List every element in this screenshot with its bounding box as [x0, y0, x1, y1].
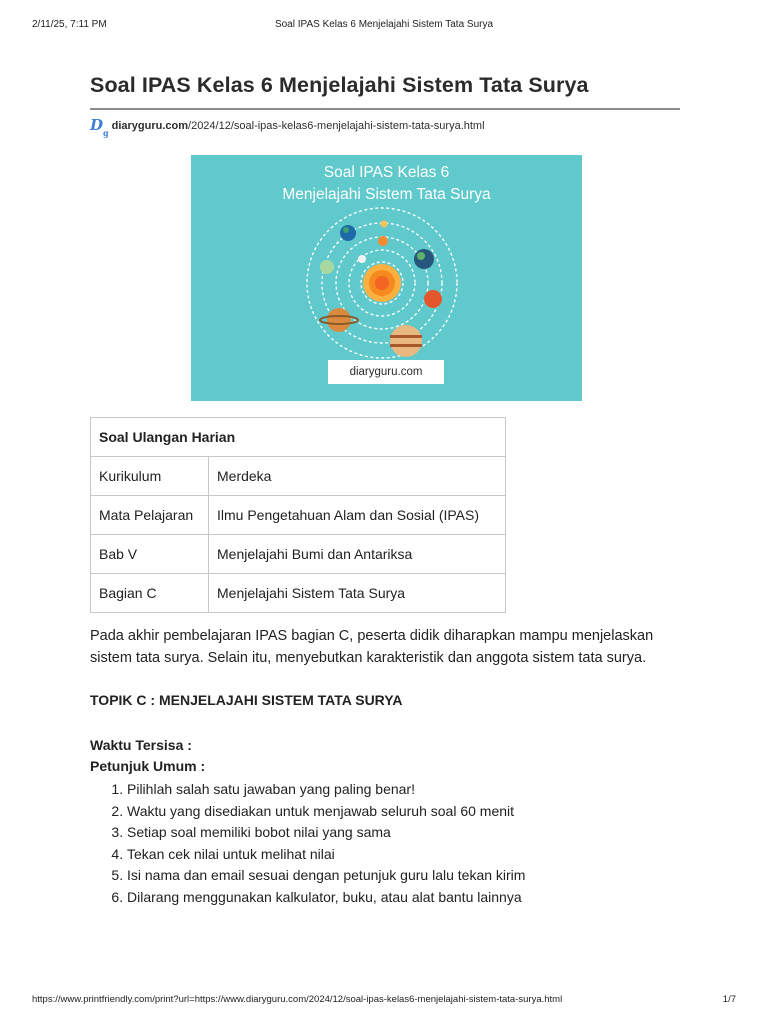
source-line	[90, 116, 485, 136]
source-path: /2024/12/soal-ipas-kelas6-menjelajahi-sistem-tata-surya.html	[188, 120, 485, 132]
planet-icon	[390, 325, 422, 357]
list-item: 3. Setiap soal memiliki bobot nilai yang sama	[127, 822, 525, 844]
table-row	[91, 457, 506, 496]
diaryguru-logo-icon	[90, 116, 109, 136]
planet-icon	[340, 225, 356, 241]
print-datetime: 2/11/25, 7:11 PM	[32, 19, 107, 30]
source-link[interactable]	[112, 120, 485, 132]
time-remaining-label: Waktu Tersisa :	[90, 737, 192, 753]
planet-icon	[424, 290, 442, 308]
list-item: 6. Dilarang menggunakan kalkulator, buku, atau alat bantu lainnya	[127, 887, 525, 909]
article-title: Soal IPAS Kelas 6 Menjelajahi Sistem Tata Surya	[90, 73, 589, 97]
table-cell-label: Bab V	[91, 535, 209, 574]
list-item: 2. Waktu yang disediakan untuk menjawab seluruh soal 60 menit	[127, 801, 525, 823]
table-header-row	[91, 418, 506, 457]
table-header: Soal Ulangan Harian	[91, 418, 506, 457]
hero-badge: diaryguru.com	[328, 360, 444, 384]
table-cell-value: Ilmu Pengetahuan Alam dan Sosial (IPAS)	[209, 496, 506, 535]
planet-icon	[414, 249, 434, 269]
source-domain: diaryguru.com	[111, 120, 189, 132]
table-cell-label: Kurikulum	[91, 457, 209, 496]
logo-letter: D	[90, 116, 104, 134]
page-number: 1/7	[722, 994, 736, 1005]
planet-icon	[320, 260, 334, 274]
instructions-list	[90, 779, 525, 909]
print-footer-url: https://www.printfriendly.com/print?url=https://www.diaryguru.com/2024/12/soal-ipas-kelas6-menjelajahi-sistem-tata-surya.html	[32, 994, 563, 1005]
list-item: 1. Pilihlah salah satu jawaban yang paling benar!	[127, 779, 525, 801]
planet-icon	[381, 221, 388, 228]
hero-title-line2: Menjelajahi Sistem Tata Surya	[282, 186, 491, 203]
print-doc-title: Soal IPAS Kelas 6 Menjelajahi Sistem Tata Surya	[274, 19, 494, 30]
table-row	[91, 535, 506, 574]
table-cell-label: Bagian C	[91, 574, 209, 613]
planet-icon	[327, 308, 351, 332]
list-item: 4. Tekan cek nilai untuk melihat nilai	[127, 844, 525, 866]
topic-heading: TOPIK C : MENJELAJAHI SISTEM TATA SURYA	[90, 692, 403, 708]
table-row	[91, 574, 506, 613]
hero-banner	[191, 155, 582, 401]
list-item: 5. Isi nama dan email sesuai dengan petunjuk guru lalu tekan kirim	[127, 865, 525, 887]
planet-icon	[378, 236, 388, 246]
table-cell-value: Merdeka	[209, 457, 506, 496]
table-row	[91, 496, 506, 535]
instructions-heading: Petunjuk Umum :	[90, 758, 206, 774]
table-cell-label: Mata Pelajaran	[91, 496, 209, 535]
logo-sub-letter: g	[103, 128, 109, 138]
title-divider	[90, 108, 680, 110]
intro-paragraph: Pada akhir pembelajaran IPAS bagian C, peserta didik diharapkan mampu menjelaskan sistem tata surya. Selain itu, menyebutkan karakteristik dan anggota sistem tata surya.	[90, 628, 654, 666]
info-table	[90, 417, 506, 613]
planet-icon	[358, 255, 366, 263]
table-cell-value: Menjelajahi Sistem Tata Surya	[209, 574, 506, 613]
table-cell-value: Menjelajahi Bumi dan Antariksa	[209, 535, 506, 574]
hero-title-line1: Soal IPAS Kelas 6	[323, 164, 450, 181]
